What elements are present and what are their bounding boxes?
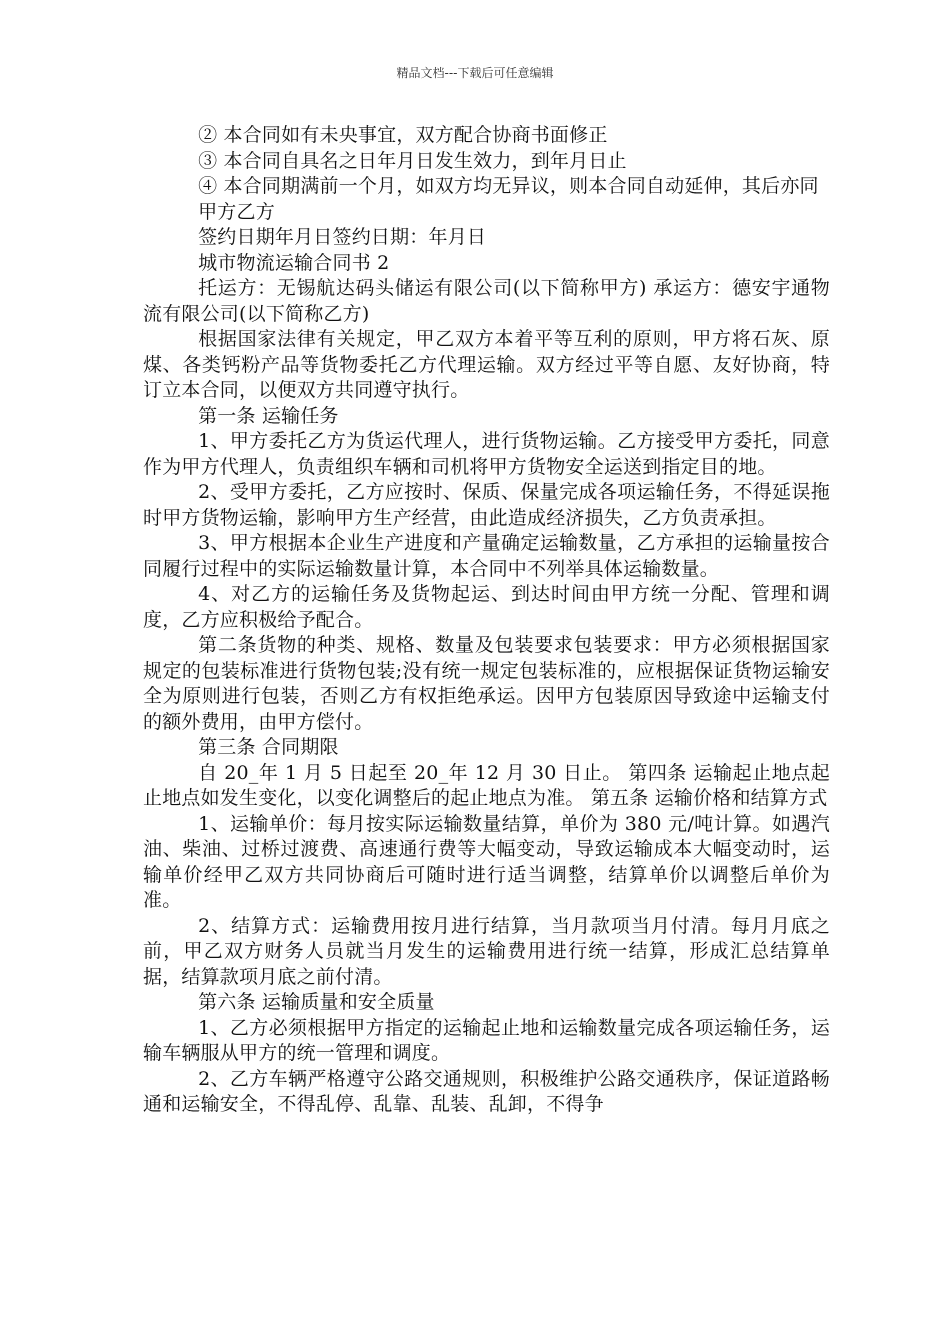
page-header: 精品文档---下载后可任意编辑 (396, 66, 554, 80)
article-heading: 第六条 运输质量和安全质量 (198, 991, 435, 1013)
paragraph: 1、运输单价：每月按实际运输数量结算，单价为 380 元/吨计算。如遇汽油、柴油、过桥过渡费、高速通行费等大幅变动，导致运输成本大幅变动时，运输单价经甲乙双方共同协商后可随时进行适当调整，结算单价以调整后单价为准。 (143, 812, 830, 911)
article-heading: 第三条 合同期限 (198, 736, 339, 758)
paragraph: 1、甲方委托乙方为货运代理人，进行货物运输。乙方接受甲方委托，同意作为甲方代理人，负责组织车辆和司机将甲方货物安全运送到指定目的地。 (143, 430, 830, 478)
paragraph: 根据国家法律有关规定，甲乙双方本着平等互利的原则，甲方将石灰、原煤、各类钙粉产品等货物委托乙方代理运输。双方经过平等自愿、友好协商，特订立本合同，以便双方共同遵守执行。 (143, 328, 830, 401)
paragraph: 3、甲方根据本企业生产进度和产量确定运输数量，乙方承担的运输量按合同履行过程中的实际运输数量计算，本合同中不列举具体运输数量。 (143, 532, 830, 580)
document-body (143, 123, 830, 1118)
paragraph: 甲方乙方 (198, 200, 275, 223)
paragraph: 自 20_年 1 月 5 日起至 20_年 12 月 30 日止。 第四条 运输起止地点起止地点如发生变化，以变化调整后的起止地点为准。 第五条 运输价格和结算方式 (143, 761, 830, 809)
paragraph: 1、乙方必须根据甲方指定的运输起止地和运输数量完成各项运输任务，运输车辆服从甲方的统一管理和调度。 (143, 1016, 830, 1064)
paragraph: ④ 本合同期满前一个月，如双方均无异议，则本合同自动延伸，其后亦同 (198, 175, 819, 197)
paragraph: ③ 本合同自具名之日年月日发生效力，到年月日止 (198, 149, 627, 172)
paragraph: 4、对乙方的运输任务及货物起运、到达时间由甲方统一分配、管理和调度，乙方应积极给予配合。 (143, 583, 830, 631)
section-title: 城市物流运输合同书 2 (198, 251, 390, 274)
paragraph: ② 本合同如有未央事宜，双方配合协商书面修正 (198, 124, 608, 146)
paragraph: 2、乙方车辆严格遵守公路交通规则，积极维护公路交通秩序，保证道路畅通和运输安全，不得乱停、乱靠、乱装、乱卸，不得争 (143, 1067, 830, 1115)
paragraph: 签约日期年月日签约日期：年月日 (198, 226, 487, 248)
paragraph: 第二条货物的种类、规格、数量及包装要求包装要求：甲方必须根据国家规定的包装标准进行货物包装;没有统一规定包装标准的，应根据保证货物运输安全为原则进行包装，否则乙方有权拒绝承运。因甲方包装原因导致途中运输支付的额外费用，由甲方偿付。 (143, 634, 830, 733)
paragraph: 托运方：无锡航达码头储运有限公司(以下简称甲方) 承运方：德安宇通物流有限公司(以下简称乙方) (143, 277, 830, 325)
paragraph: 2、结算方式：运输费用按月进行结算，当月款项当月付清。每月月底之前，甲乙双方财务人员就当月发生的运输费用进行统一结算，形成汇总结算单据，结算款项月底之前付清。 (143, 914, 830, 988)
paragraph: 2、受甲方委托，乙方应按时、保质、保量完成各项运输任务，不得延误拖时甲方货物运输，影响甲方生产经营，由此造成经济损失，乙方负责承担。 (143, 481, 830, 529)
article-heading: 第一条 运输任务 (198, 404, 339, 427)
